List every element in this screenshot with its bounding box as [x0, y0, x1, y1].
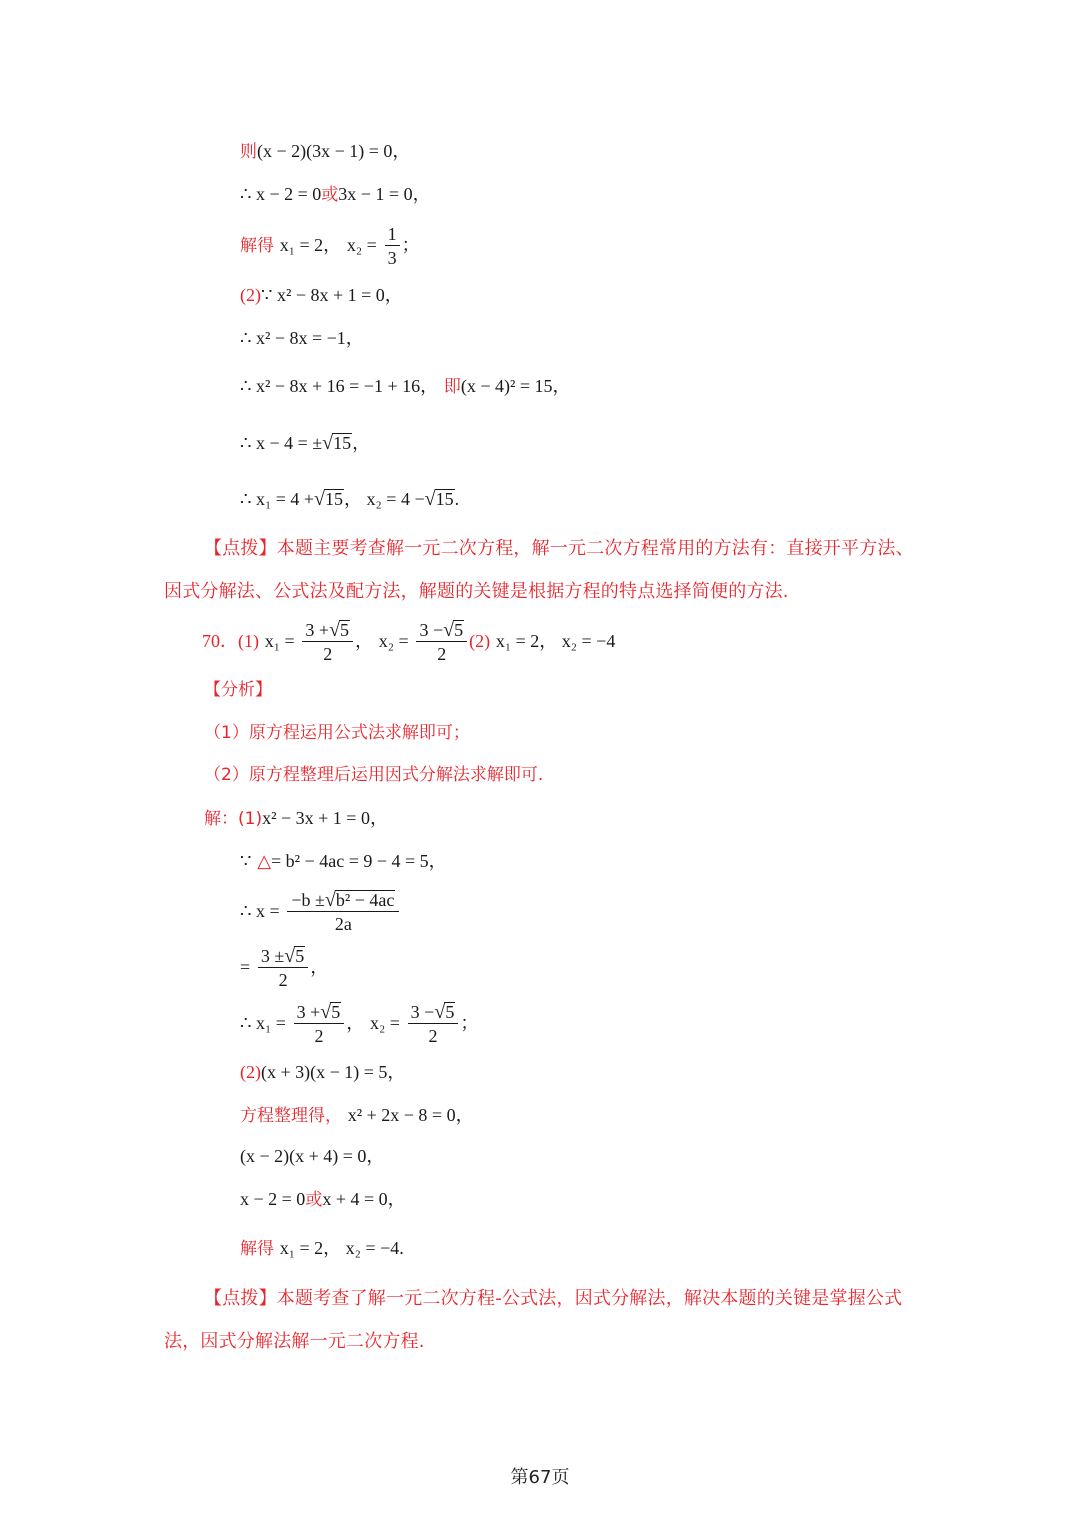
- tip-note-69: 【点拨】本题主要考查解一元二次方程，解一元二次方程常用的方法有：直接开平方法、因式分解法、公式法及配方法，解题的关键是根据方程的特点选择简便的方法.: [164, 538, 914, 602]
- step-rearrange: 方程整理得， x² + 2x − 8 = 0，: [240, 1105, 474, 1126]
- analysis-title: 【分析】: [204, 680, 272, 700]
- fraction-substituted: $\frac{3 \pm√5}{2}$: [258, 945, 308, 992]
- step-part2-start: (2)(x + 3)(x − 1) = 5，: [240, 1062, 406, 1082]
- fraction-root-x1: $\frac{3 +√5}{2}$: [294, 1001, 345, 1048]
- step-zero-product: ∴ x − 2 = 0或3x − 1 = 0，: [240, 184, 431, 205]
- answer-70: 70．(1) x₁ = $\frac{3 +√5}{2}$ ， x₂ = $\frac{3 -√5}{2}$ (2) x₁ = 2， x₂ = −4: [202, 618, 616, 664]
- step-square-root: ∴ x − 4 = ±√15，: [240, 432, 371, 454]
- analysis-step-2: （2）原方程整理后运用因式分解法求解即可.: [204, 765, 544, 785]
- page-number: 第67页: [510, 1467, 570, 1488]
- fraction-x2: $\frac{3 -√5}{2}$: [416, 619, 467, 666]
- step-part2-equation: (2)∵ x² − 8x + 1 = 0，: [240, 285, 403, 305]
- step-move-constant: ∴ x² − 8x = −1，: [240, 328, 364, 348]
- fraction-one-third: $\frac{1}{3}$: [385, 223, 400, 270]
- analysis-step-1: （1）原方程运用公式法求解即可；: [204, 723, 470, 743]
- step-roots-2: ∴ x₁ = 4 +√15， x₂ = 4 −√15.: [240, 488, 460, 510]
- tip-note-70: 【点拨】本题考查了解一元二次方程-公式法，因式分解法，解决本题的关键是掌握公式法，因式分解法解一元二次方程.: [164, 1288, 903, 1352]
- step-discriminant: ∵ △= b² − 4ac = 9 − 4 = 5，: [240, 851, 447, 871]
- step-quadratic-formula: ∴ x = $\frac{\text{−b ±√b² − 4ac}}{2a}$: [240, 886, 401, 937]
- step-final-roots-70: 解得 x₁ = 2， x₂ = −4.: [240, 1238, 404, 1259]
- fraction-root-x2: $\frac{3 -√5}{2}$: [408, 1001, 459, 1048]
- fraction-x1: $\frac{3 +√5}{2}$: [302, 619, 353, 666]
- step-substitute: = $\frac{3 \pm√5}{2}$ ，: [240, 944, 329, 990]
- solution-start: 解：(1)x² − 3x + 1 = 0，: [204, 808, 388, 829]
- step-zero-product-70: x − 2 = 0或x + 4 = 0，: [240, 1189, 406, 1210]
- step-roots-70: ∴ x₁ = $\frac{3 +√5}{2}$ ， x₂ = $\frac{3 -√5}{2}$ ；: [240, 1000, 479, 1046]
- step-roots-1: 解得 x₁ = 2， x₂ = $\frac{1}{3}$ ；: [240, 223, 420, 268]
- quadratic-formula-fraction: $\frac{\text{−b ±√b² − 4ac}}{2a}$: [287, 889, 399, 936]
- step-complete-square: ∴ x² − 8x + 16 = −1 + 16， 即(x − 4)² = 15，: [240, 376, 571, 397]
- step-factored: 则(x − 2)(3x − 1) = 0，: [240, 141, 411, 162]
- step-factor-70: (x − 2)(x + 4) = 0，: [240, 1146, 385, 1166]
